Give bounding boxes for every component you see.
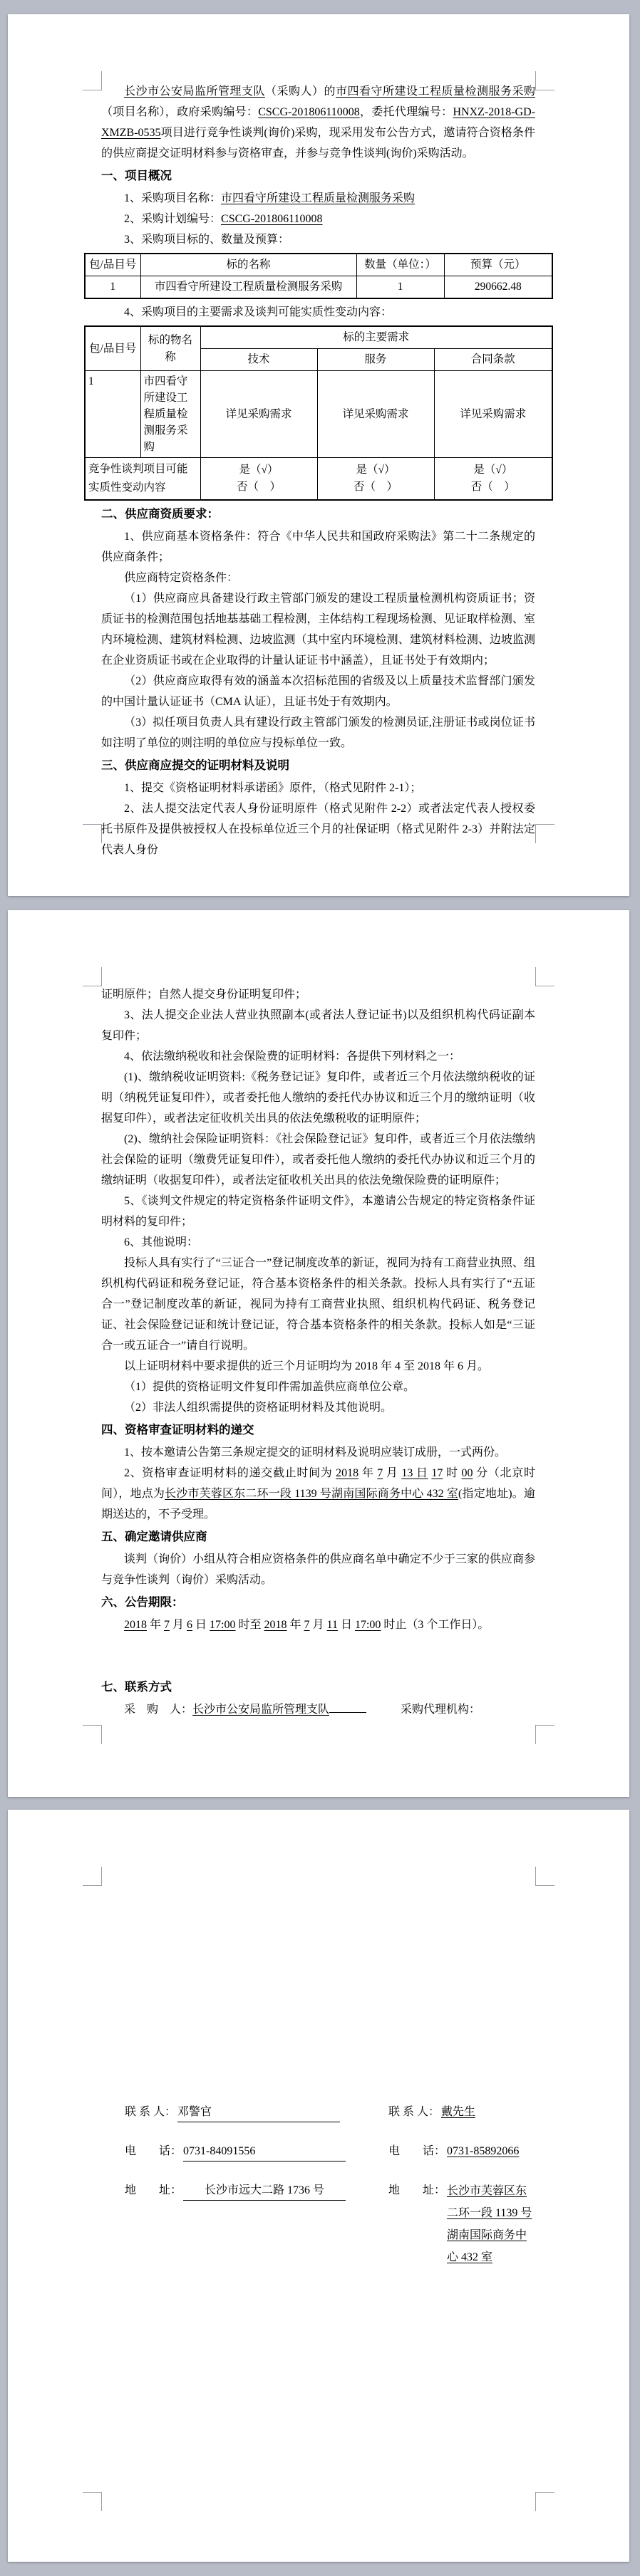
variation-label-cell: 竞争性谈判项目可能实质性变动内容 — [85, 458, 200, 501]
para-proof-period: 以上证明材料中要求提供的近三个月证明均为 2018 年 4 至 2018 年 6 月。 — [124, 1360, 490, 1372]
margin-crop-mark-top-left — [83, 1867, 102, 1886]
underlined-text-run: 6 — [187, 1619, 193, 1631]
agency-address-value: 长沙市芙蓉区东二环一段 1139 号湖南国际商务中心 432 室 — [447, 2185, 532, 2263]
variation-yes: 是（√） — [239, 464, 279, 476]
requirements-header-contract: 合同条款 — [434, 349, 552, 371]
document-page-2 — [8, 910, 629, 1797]
para-material-4-tax: (1)、缴纳税收证明资料:《税务登记证》复印件，或者近三个月依法缴纳税收的证明（纳税凭证复印件），或者委托他人缴纳的委托代办协议和近三个月的缴纳证明（收据复印件），或者法定征收机关出具的依法免缴税收的证明原件； — [101, 1071, 535, 1125]
text-run: 日 — [337, 1619, 355, 1631]
underlined-text-run: HNXZ-2018-GD-XMZB-0535 — [101, 106, 535, 139]
buyer-contact-person-row — [125, 2102, 346, 2123]
text-run: 分（北京时间），地点为 — [101, 1467, 535, 1500]
para-material-6: 6、其他说明： — [124, 1236, 199, 1248]
heading-5-invited-suppliers: 五、确定邀请供应商 — [101, 1530, 207, 1543]
margin-crop-mark-bottom-left — [83, 824, 102, 843]
para-intro — [101, 81, 535, 164]
margin-crop-mark-bottom-left — [83, 1725, 102, 1744]
variation-tech-cell — [200, 458, 317, 501]
requirements-header-tech: 技术 — [200, 349, 317, 371]
variation-no: 否（ ） — [353, 481, 398, 493]
underlined-text-run: 长沙市公安局监所管理支队 — [192, 1704, 330, 1716]
para-invite-rule: 谈判（询价）小组从符合相应资格条件的供应商名单中确定不少于三家的供应商参与竞争性谈判（询价）采购活动。 — [101, 1553, 535, 1586]
requirements-header-package: 包/品目号 — [85, 326, 140, 371]
underlined-text-run: 13 日 — [401, 1467, 428, 1479]
underlined-text-run: 7 — [164, 1619, 170, 1631]
requirements-cell-contract: 详见采购需求 — [434, 371, 552, 458]
buyer-address-row — [125, 2180, 346, 2201]
margin-crop-mark-top-right — [535, 1867, 554, 1886]
buyer-contact-person-value: 邓警官 — [177, 2102, 340, 2122]
document-page-3 — [8, 1810, 629, 2562]
phone-label: 电 话： — [388, 2145, 446, 2157]
text-run: 时 — [443, 1467, 462, 1479]
budget-cell-name: 市四看守所建设工程质量检测服务采购 — [140, 276, 356, 299]
para-basic-qualification: 1、供应商基本资格条件：符合《中华人民共和国政府采购法》第二十二条规定的供应商条件； — [101, 531, 535, 563]
agency-address-row — [388, 2180, 538, 2268]
para-note-2: （2）非法人组织需提供的资格证明材料及其他说明。 — [124, 1402, 393, 1414]
para-submission-1: 1、按本邀请公告第三条规定提交的证明材料及说明应装订成册，一式两份。 — [124, 1446, 507, 1459]
para-license-note: 投标人具有实行了“三证合一”登记制度改革的新证，视同为持有工商营业执照、组织机构代码证和税务登记证，符合基本资格条件的相关条款。投标人具有实行了“五证合一”登记制度改革的新证，视同为持有工商营业执照、组织机构代码证、税务登记证、社会保险登记证和统计登记证，符合基本资格条件的相关条款。投标人如是“三证合一或五证合一”请自行说明。 — [101, 1257, 535, 1352]
requirements-header-subject-name: 标的物名称 — [140, 326, 200, 371]
text-run: 月 — [170, 1619, 187, 1631]
para-material-4-social-insurance: (2)、缴纳社会保险证明资料：《社会保险登记证》复印件，或者近三个月依法缴纳社会保险的证明（缴费凭证复印件），或者委托他人缴纳的委托代办协议和近三个月的缴纳证明（收据复印件），或者法定征收机关出具的依法免缴保险费的证明原件； — [101, 1133, 535, 1187]
underlined-text-run: 2018 — [264, 1619, 287, 1631]
requirements-cell-tech: 详见采购需求 — [200, 371, 317, 458]
text-run: 采购代理机构： — [401, 1704, 481, 1716]
budget-cell-qty: 1 — [356, 276, 444, 299]
underlined-text-run: 7 — [377, 1467, 383, 1479]
margin-crop-mark-bottom-right — [535, 1725, 554, 1744]
budget-table-header-qty: 数量（单位：） — [356, 254, 444, 276]
para-material-2: 2、法人提交法定代表人身份证明原件（格式见附件 2-2）或者法定代表人授权委托书原件及提供被授权人在投标单位近三个月的社保证明（格式见附件 2-3）并附法定代表人身份 — [101, 803, 535, 856]
budget-table-header-package: 包/品目号 — [85, 254, 140, 276]
para-item1-project-name — [101, 188, 535, 209]
agency-phone-row — [388, 2141, 538, 2162]
requirements-header-service: 服务 — [317, 349, 434, 371]
underlined-text-run: 2018 — [336, 1467, 359, 1479]
requirements-cell-name: 市四看守所建设工程质量检测服务采购 — [140, 371, 200, 458]
buyer-contact-block — [125, 2102, 346, 2219]
address-label: 地 址： — [388, 2184, 446, 2196]
heading-1-project-overview: 一、项目概况 — [101, 169, 172, 182]
requirements-table-header-row-1 — [85, 326, 552, 349]
underlined-text-run: CSCG-201806110008 — [221, 213, 323, 225]
para-qualification-2: （2）供应商应取得有效的涵盖本次招标范围的省级及以上质量技术监督部门颁发的中国计量认证证书（CMA 认证），且证书处于有效期内。 — [101, 675, 535, 708]
para-material-5: 5、《谈判文件规定的特定资格条件证明文件》，本邀请公告规定的特定资格条件证明材料的复印件； — [101, 1195, 535, 1228]
underlined-text-run: 市四看守所建设工程质量检测服务采购 — [221, 192, 416, 204]
underlined-text-run: 17 — [431, 1467, 443, 1479]
margin-crop-mark-top-left — [83, 967, 102, 986]
underlined-text-run: 长沙市芙蓉区东二环一段 1139 号湖南国际商务中心 432 室 — [165, 1488, 459, 1500]
margin-crop-mark-bottom-right — [535, 2492, 554, 2511]
buyer-phone-value: 0731-84091556 — [183, 2141, 346, 2162]
budget-table — [84, 253, 553, 299]
buyer-phone-row — [125, 2141, 346, 2162]
text-run: 采 购 人： — [124, 1704, 193, 1716]
budget-cell-package: 1 — [85, 276, 140, 299]
para-material-1: 1、提交《资格证明材料承诺函》原件，（格式见附件 2-1）； — [124, 782, 422, 794]
requirements-table-variation-row — [85, 458, 552, 501]
underlined-text-run: 17:00 — [210, 1619, 236, 1631]
margin-crop-mark-bottom-left — [83, 2492, 102, 2511]
text-run: 时至 — [235, 1619, 264, 1631]
margin-crop-mark-top-left — [83, 71, 102, 90]
heading-2-supplier-qualification: 二、供应商资质要求： — [101, 507, 219, 521]
phone-label: 电 话： — [125, 2145, 182, 2157]
text-run: 月 — [383, 1467, 402, 1479]
text-run: 月 — [309, 1619, 327, 1631]
requirements-table-data-row — [85, 371, 552, 458]
contact-person-label: 联 系 人： — [125, 2106, 177, 2118]
requirements-table — [84, 325, 553, 501]
text-run: （项目名称），政府采购编号： — [101, 106, 259, 118]
text-run: 年 — [287, 1619, 304, 1631]
para-announcement-period — [101, 1615, 535, 1635]
page-2-content — [101, 984, 535, 1720]
heading-4-submission: 四、资格审查证明材料的递交 — [101, 1423, 254, 1436]
text-run — [329, 1702, 366, 1713]
address-label: 地 址： — [125, 2184, 182, 2196]
margin-crop-mark-top-right — [535, 71, 554, 90]
para-material-4: 4、依法缴纳税收和社会保险费的证明材料：各提供下列材料之一： — [124, 1050, 461, 1063]
variation-contract-cell — [434, 458, 552, 501]
budget-cell-budget: 290662.48 — [444, 276, 552, 299]
para-note-1: （1）提供的资格证明文件复印件需加盖供应商单位公章。 — [124, 1381, 416, 1393]
underlined-text-run: CSCG-201806110008 — [258, 106, 360, 118]
margin-crop-mark-top-right — [535, 967, 554, 986]
text-run: (指定地址)。逾期送达的，不予受理。 — [101, 1488, 535, 1521]
para-material-3: 3、法人提交企业法人营业执照副本(或者法人登记证书)以及组织机构代码证副本复印件； — [101, 1009, 535, 1042]
underlined-text-run: 市四看守所建设工程质量检测服务采购 — [335, 85, 535, 98]
underlined-text-run: 17:00 — [354, 1619, 381, 1631]
text-run: 项目进行竞争性谈判(询价)采购，现采用发布公告方式，邀请符合资格条件的供应商提交证明材料参与资格审查，并参与竞争性谈判(询价)采购活动。 — [101, 127, 535, 160]
document-page-1 — [8, 14, 629, 896]
text-run: ，委托代理编号： — [359, 106, 453, 118]
underlined-text-run: 2018 — [124, 1619, 147, 1631]
page-1-content — [88, 81, 535, 860]
heading-3-proof-materials: 三、供应商应提交的证明材料及说明 — [101, 758, 289, 772]
variation-no: 否（ ） — [470, 481, 515, 493]
para-material-2-continued: 证明原件；自然人提交身份证明复印件； — [101, 989, 307, 1001]
requirements-cell-service: 详见采购需求 — [317, 371, 434, 458]
para-specific-qualification-title: 供应商特定资格条件： — [124, 572, 239, 584]
budget-table-header-budget: 预算（元） — [444, 254, 552, 276]
text-run: 年 — [147, 1619, 165, 1631]
budget-table-row — [85, 276, 552, 299]
variation-yes: 是（√） — [356, 464, 396, 476]
text-run: 日 — [192, 1619, 210, 1631]
text-run: 2、资格审查证明材料的递交截止时间为 — [124, 1467, 336, 1479]
para-item4-main-requirements: 4、采购项目的主要需求及谈判可能实质性变动内容： — [124, 306, 393, 318]
buyer-address-value: 长沙市远大二路 1736 号 — [183, 2180, 346, 2201]
budget-table-header-name: 标的名称 — [140, 254, 356, 276]
variation-service-cell — [317, 458, 434, 501]
agency-phone-value: 0731-85892066 — [447, 2145, 520, 2157]
underlined-text-run: 长沙市公安局监所管理支队 — [124, 85, 265, 98]
requirements-cell-id: 1 — [85, 371, 140, 458]
text-run: 年 — [358, 1467, 378, 1479]
underlined-text-run: 00 — [461, 1467, 473, 1479]
agency-contact-person-row — [388, 2102, 538, 2123]
text-run: 1、采购项目名称： — [124, 192, 222, 204]
para-qualification-1: （1）供应商应具备建设行政主管部门颁发的建设工程质量检测机构资质证书；资质证书的检测范围包括地基基础工程检测，主体结构工程现场检测、见证取样检测、室内环境检测、建筑材料检测、边坡监测（其中室内环境检测、建筑材料检测、边坡监测在企业资质证书或在企业取得的计量认证证书中涵盖），且证书处于有效期内； — [101, 593, 535, 667]
margin-crop-mark-bottom-right — [535, 824, 554, 843]
text-run — [366, 1704, 401, 1716]
variation-no: 否（ ） — [236, 481, 281, 493]
para-item2-plan-number — [101, 209, 535, 229]
underlined-text-run: 7 — [304, 1619, 310, 1631]
text-run: （采购人）的 — [264, 85, 336, 98]
requirements-header-main: 标的主要需求 — [200, 326, 552, 349]
text-run: 2、采购计划编号： — [124, 213, 222, 225]
contact-person-label: 联 系 人： — [388, 2106, 440, 2118]
text-run: 时止（3 个工作日）。 — [381, 1619, 490, 1631]
heading-6-announcement-period: 六、公告期限： — [101, 1595, 184, 1609]
underlined-text-run: 11 — [326, 1619, 338, 1631]
budget-table-header-row — [85, 254, 552, 276]
para-buyer-line — [101, 1699, 535, 1720]
variation-yes: 是（√） — [473, 464, 513, 476]
agency-contact-person-value: 戴先生 — [441, 2106, 476, 2118]
para-item3-quantity-budget: 3、采购项目标的、数量及预算： — [124, 234, 290, 246]
para-qualification-3: （3）拟任项目负责人具有建设行政主管部门颁发的检测员证,注册证书或岗位证书如注明了单位的则注明的单位应与投标单位一致。 — [101, 716, 535, 749]
para-submission-2-deadline — [101, 1463, 535, 1525]
agency-contact-block — [388, 2102, 538, 2286]
heading-7-contact-info: 七、联系方式 — [101, 1680, 172, 1694]
